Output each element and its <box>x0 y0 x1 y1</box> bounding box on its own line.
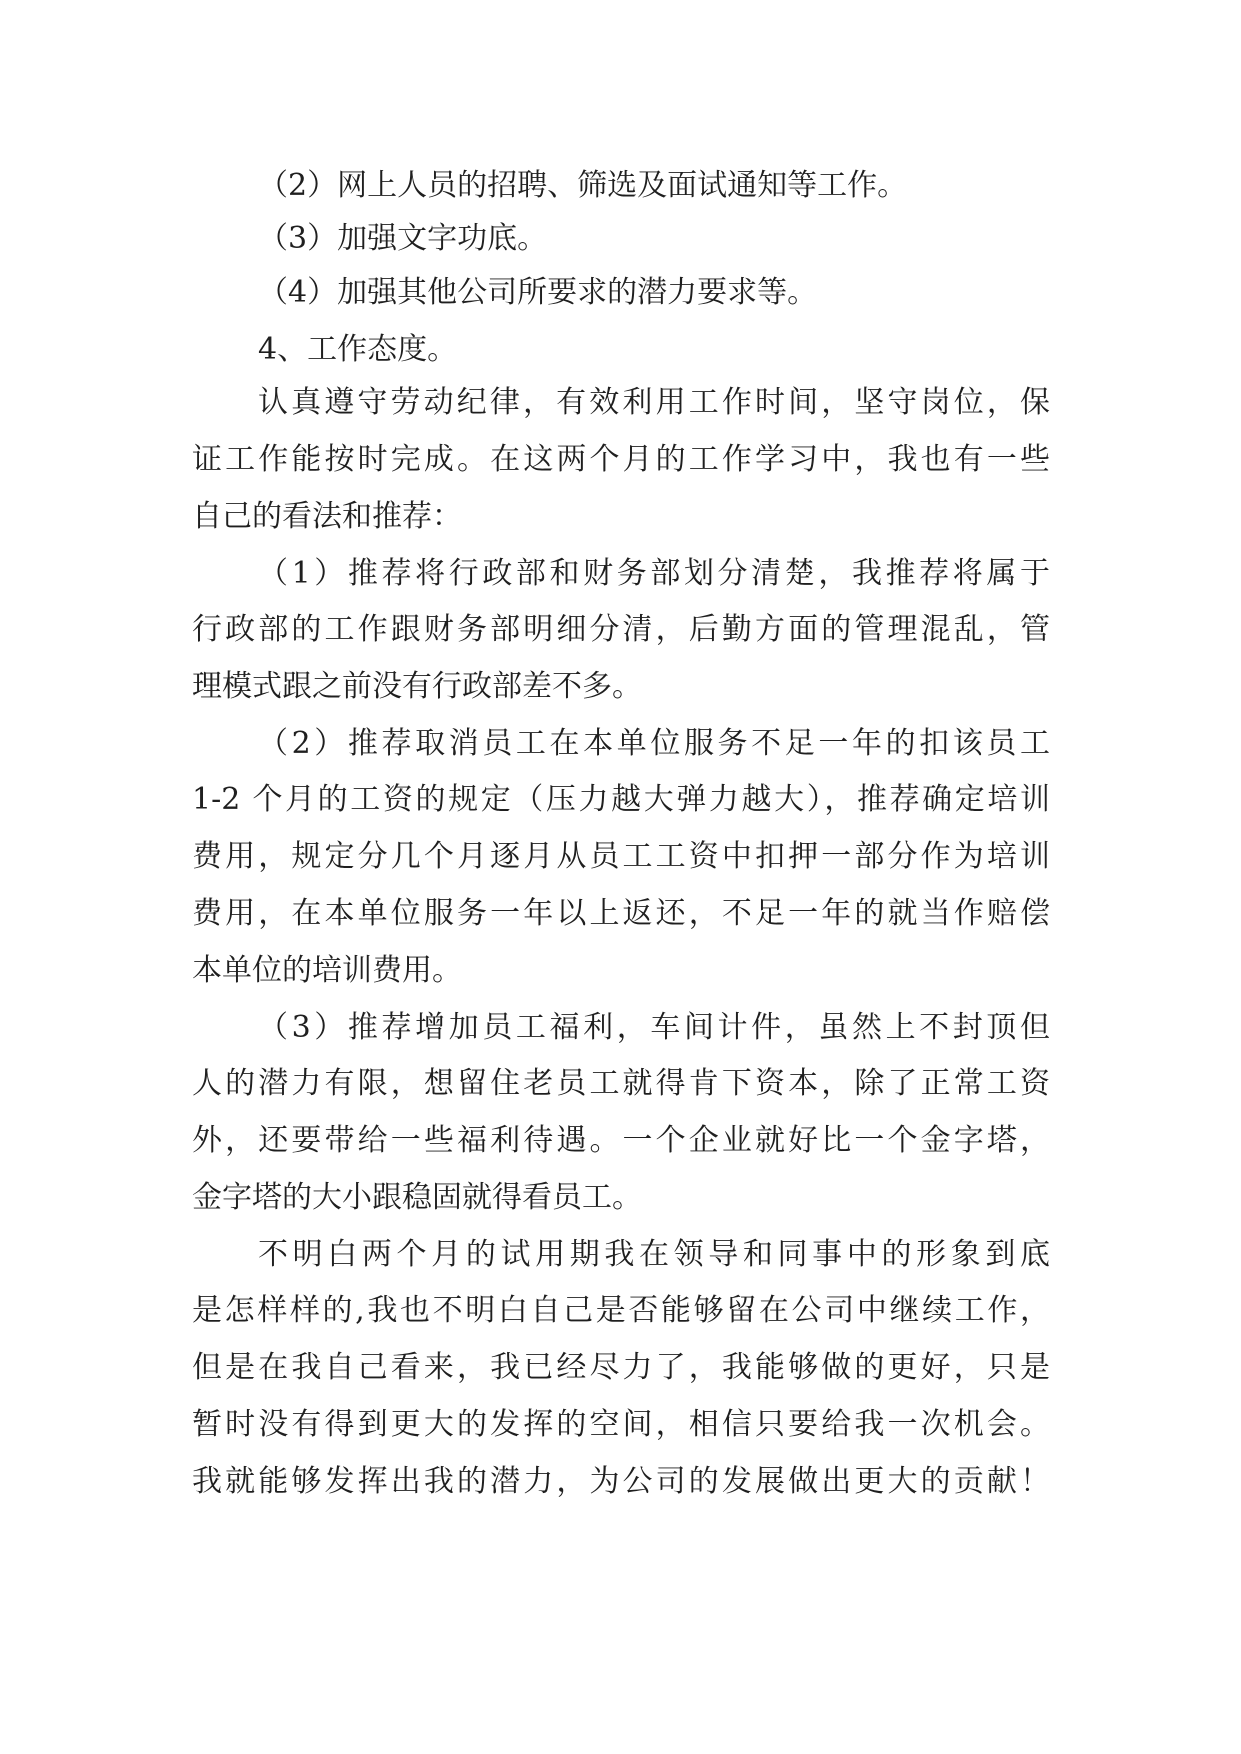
section-heading: 4、工作态度。 <box>258 332 458 367</box>
text-line: （1）推荐将行政部和财务部划分清楚，我推荐将属于 <box>258 556 1050 591</box>
text-line: 证工作能按时完成。在这两个月的工作学习中，我也有一些 <box>192 442 1050 477</box>
text-line: 不明白两个月的试用期我在领导和同事中的形象到底 <box>258 1237 1050 1272</box>
text-line: 是怎样样的,我也不明白自己是否能够留在公司中继续工作， <box>192 1293 1050 1328</box>
text-line: （3）推荐增加员工福利，车间计件，虽然上不封顶但 <box>258 1010 1050 1045</box>
text-line: 我就能够发挥出我的潜力，为公司的发展做出更大的贡献！ <box>192 1464 1050 1499</box>
text-line: 但是在我自己看来，我已经尽力了，我能够做的更好，只是 <box>192 1350 1050 1385</box>
text-line: 行政部的工作跟财务部明细分清，后勤方面的管理混乱，管 <box>192 612 1050 647</box>
text-line: 费用，在本单位服务一年以上返还，不足一年的就当作赔偿 <box>192 896 1050 931</box>
text-line: 认真遵守劳动纪律，有效利用工作时间，坚守岗位，保 <box>258 385 1050 420</box>
text-line: 金字塔的大小跟稳固就得看员工。 <box>192 1180 642 1215</box>
text-line: （2）推荐取消员工在本单位服务不足一年的扣该员工 <box>258 726 1050 761</box>
text-line: 人的潜力有限，想留住老员工就得肯下资本，除了正常工资 <box>192 1066 1050 1101</box>
text-line: （4）加强其他公司所要求的潜力要求等。 <box>258 275 818 310</box>
text-line: （3）加强文字功底。 <box>258 221 548 256</box>
text-line: 费用，规定分几个月逐月从员工工资中扣押一部分作为培训 <box>192 839 1050 874</box>
text-line: 本单位的培训费用。 <box>192 953 462 988</box>
text-line: 理模式跟之前没有行政部差不多。 <box>192 669 642 704</box>
text-line: 1-2 个月的工资的规定（压力越大弹力越大），推荐确定培训 <box>192 782 1050 817</box>
text-line: 外，还要带给一些福利待遇。一个企业就好比一个金字塔， <box>192 1123 1050 1158</box>
text-line: 暂时没有得到更大的发挥的空间，相信只要给我一次机会。 <box>192 1407 1050 1442</box>
text-line: 自己的看法和推荐： <box>192 499 462 534</box>
text-line: （2）网上人员的招聘、筛选及面试通知等工作。 <box>258 168 908 203</box>
